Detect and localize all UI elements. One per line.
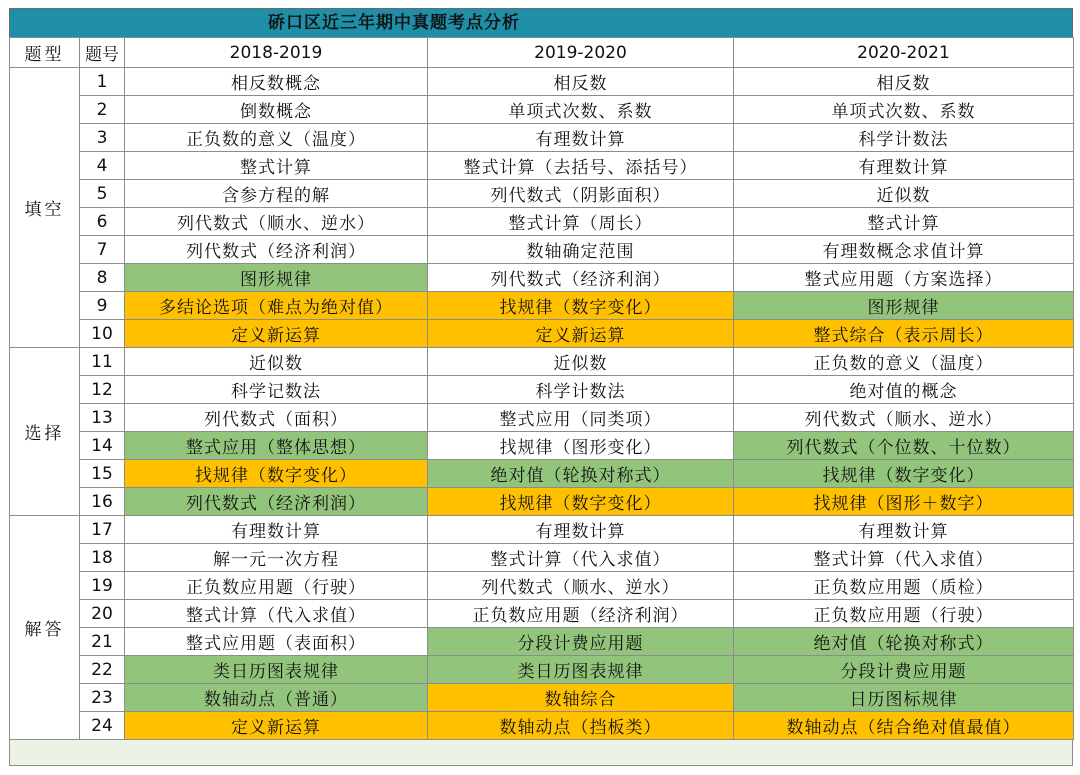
topic-cell: 正负数应用题（行驶） (125, 572, 428, 600)
topic-cell: 整式应用题（方案选择） (734, 264, 1074, 292)
topic-cell: 正负数应用题（经济利润） (428, 600, 734, 628)
topic-cell: 近似数 (734, 180, 1074, 208)
topic-cell: 整式应用（整体思想） (125, 432, 428, 460)
question-number: 14 (80, 432, 125, 460)
table-row (10, 628, 1074, 656)
question-number: 16 (80, 488, 125, 516)
topic-cell: 列代数式（顺水、逆水） (734, 404, 1074, 432)
table-row (10, 348, 1074, 376)
question-number: 10 (80, 320, 125, 348)
topic-cell: 整式计算 (734, 208, 1074, 236)
topic-cell: 列代数式（阴影面积） (428, 180, 734, 208)
sheet-title: 硚口区近三年期中真题考点分析 (9, 8, 1073, 37)
topic-cell: 整式计算（代入求值） (428, 544, 734, 572)
table-row (10, 264, 1074, 292)
topic-cell: 近似数 (428, 348, 734, 376)
topic-cell: 找规律（数字变化） (125, 460, 428, 488)
topic-cell: 图形规律 (734, 292, 1074, 320)
topic-cell: 正负数应用题（质检） (734, 572, 1074, 600)
analysis-sheet (9, 8, 1073, 766)
topic-cell: 有理数计算 (734, 152, 1074, 180)
topic-cell: 数轴综合 (428, 684, 734, 712)
topic-cell: 列代数式（经济利润） (125, 488, 428, 516)
table-row (10, 124, 1074, 152)
topic-cell: 数轴动点（结合绝对值最值） (734, 712, 1074, 740)
table-row (10, 488, 1074, 516)
table-row (10, 376, 1074, 404)
question-number: 6 (80, 208, 125, 236)
topic-cell: 分段计费应用题 (428, 628, 734, 656)
question-number: 19 (80, 572, 125, 600)
header-year-2018: 2018-2019 (125, 38, 428, 68)
topic-cell: 列代数式（顺水、逆水） (125, 208, 428, 236)
header-year-2019: 2019-2020 (428, 38, 734, 68)
table-row (10, 96, 1074, 124)
topic-cell: 类日历图表规律 (125, 656, 428, 684)
table-row (10, 68, 1074, 96)
header-year-2020: 2020-2021 (734, 38, 1074, 68)
topic-cell: 类日历图表规律 (428, 656, 734, 684)
topic-cell: 相反数 (428, 68, 734, 96)
question-number: 9 (80, 292, 125, 320)
topic-cell: 有理数计算 (125, 516, 428, 544)
topic-cell: 多结论选项（难点为绝对值） (125, 292, 428, 320)
topic-cell: 含参方程的解 (125, 180, 428, 208)
table-row (10, 572, 1074, 600)
topic-cell: 单项式次数、系数 (734, 96, 1074, 124)
table-row (10, 432, 1074, 460)
topic-cell: 绝对值（轮换对称式） (734, 628, 1074, 656)
table-row (10, 516, 1074, 544)
topic-cell: 倒数概念 (125, 96, 428, 124)
category-cell: 选择 (10, 348, 80, 516)
question-number: 4 (80, 152, 125, 180)
table-row (10, 684, 1074, 712)
question-number: 2 (80, 96, 125, 124)
topic-cell: 列代数式（经济利润） (428, 264, 734, 292)
topic-cell: 科学计数法 (428, 376, 734, 404)
topic-cell: 数轴动点（挡板类） (428, 712, 734, 740)
topic-cell: 找规律（数字变化） (734, 460, 1074, 488)
topic-cell: 有理数计算 (734, 516, 1074, 544)
table-row (10, 460, 1074, 488)
question-number: 12 (80, 376, 125, 404)
topic-cell: 单项式次数、系数 (428, 96, 734, 124)
table-row (10, 404, 1074, 432)
question-number: 23 (80, 684, 125, 712)
topic-cell: 日历图标规律 (734, 684, 1074, 712)
topic-cell: 解一元一次方程 (125, 544, 428, 572)
topic-cell: 定义新运算 (428, 320, 734, 348)
topic-cell: 分段计费应用题 (734, 656, 1074, 684)
topic-cell: 找规律（数字变化） (428, 488, 734, 516)
question-number: 1 (80, 68, 125, 96)
table-row (10, 656, 1074, 684)
topic-cell: 绝对值的概念 (734, 376, 1074, 404)
topic-cell: 整式计算（代入求值） (734, 544, 1074, 572)
sheet-footer (9, 740, 1073, 766)
topic-cell: 列代数式（顺水、逆水） (428, 572, 734, 600)
topic-cell: 图形规律 (125, 264, 428, 292)
question-number: 11 (80, 348, 125, 376)
topic-cell: 定义新运算 (125, 712, 428, 740)
topic-cell: 正负数的意义（温度） (734, 348, 1074, 376)
topic-cell: 整式综合（表示周长） (734, 320, 1074, 348)
topic-cell: 数轴动点（普通） (125, 684, 428, 712)
topic-cell: 近似数 (125, 348, 428, 376)
table-row (10, 236, 1074, 264)
header-type: 题型 (10, 38, 80, 68)
header-number: 题号 (80, 38, 125, 68)
header-row (10, 38, 1074, 68)
topic-cell: 找规律（图形＋数字） (734, 488, 1074, 516)
question-number: 8 (80, 264, 125, 292)
table-row (10, 292, 1074, 320)
table-row (10, 152, 1074, 180)
category-cell: 解答 (10, 516, 80, 740)
topic-cell: 绝对值（轮换对称式） (428, 460, 734, 488)
question-number: 22 (80, 656, 125, 684)
topic-cell: 整式应用题（表面积） (125, 628, 428, 656)
topic-cell: 列代数式（面积） (125, 404, 428, 432)
topic-cell: 整式计算（周长） (428, 208, 734, 236)
topic-cell: 相反数 (734, 68, 1074, 96)
topic-cell: 整式计算 (125, 152, 428, 180)
topic-cell: 有理数概念求值计算 (734, 236, 1074, 264)
topic-cell: 正负数的意义（温度） (125, 124, 428, 152)
table-row (10, 208, 1074, 236)
topic-cell: 数轴确定范围 (428, 236, 734, 264)
table-row (10, 544, 1074, 572)
question-number: 17 (80, 516, 125, 544)
topic-cell: 有理数计算 (428, 124, 734, 152)
analysis-table (9, 37, 1074, 740)
question-number: 15 (80, 460, 125, 488)
topic-cell: 列代数式（经济利润） (125, 236, 428, 264)
topic-cell: 整式计算（代入求值） (125, 600, 428, 628)
topic-cell: 整式应用（同类项） (428, 404, 734, 432)
topic-cell: 有理数计算 (428, 516, 734, 544)
question-number: 20 (80, 600, 125, 628)
topic-cell: 相反数概念 (125, 68, 428, 96)
table-row (10, 180, 1074, 208)
topic-cell: 科学计数法 (734, 124, 1074, 152)
category-cell: 填空 (10, 68, 80, 348)
question-number: 7 (80, 236, 125, 264)
question-number: 24 (80, 712, 125, 740)
question-number: 21 (80, 628, 125, 656)
question-number: 3 (80, 124, 125, 152)
table-row (10, 600, 1074, 628)
topic-cell: 定义新运算 (125, 320, 428, 348)
table-row (10, 320, 1074, 348)
topic-cell: 列代数式（个位数、十位数） (734, 432, 1074, 460)
question-number: 13 (80, 404, 125, 432)
topic-cell: 整式计算（去括号、添括号） (428, 152, 734, 180)
topic-cell: 科学记数法 (125, 376, 428, 404)
question-number: 18 (80, 544, 125, 572)
table-row (10, 712, 1074, 740)
topic-cell: 找规律（数字变化） (428, 292, 734, 320)
topic-cell: 正负数应用题（行驶） (734, 600, 1074, 628)
topic-cell: 找规律（图形变化） (428, 432, 734, 460)
question-number: 5 (80, 180, 125, 208)
